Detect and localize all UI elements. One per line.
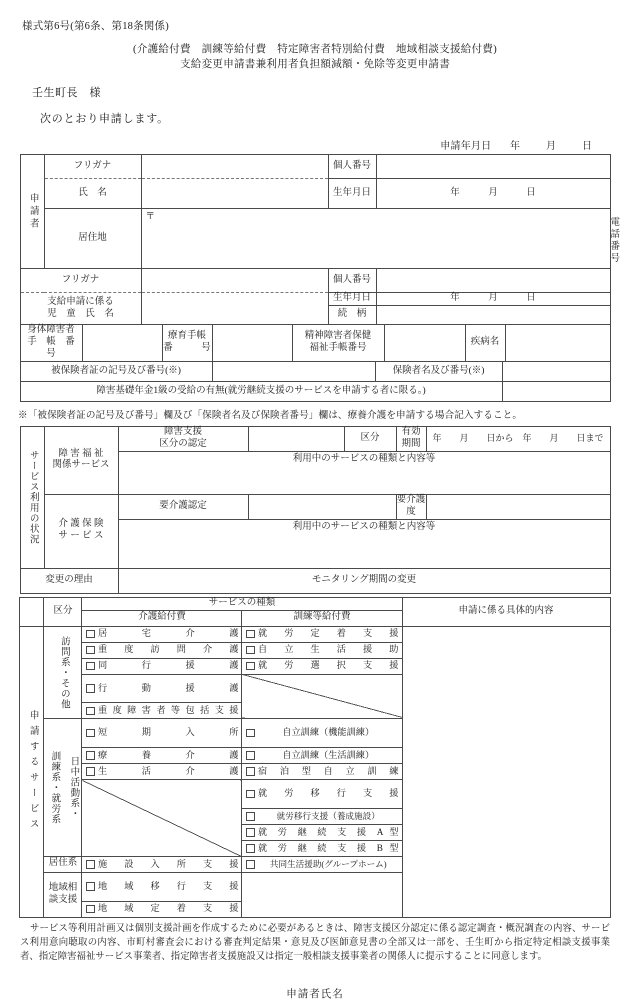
usage-status-table xyxy=(20,426,611,594)
blank-cell xyxy=(242,872,402,917)
service-checkbox-cell[interactable] xyxy=(82,642,242,658)
checkbox[interactable] xyxy=(246,828,255,837)
service-checkbox-cell[interactable] xyxy=(242,808,402,824)
checkbox[interactable] xyxy=(246,662,255,671)
child-name-label-line1: 支給申請に係る xyxy=(47,297,114,307)
intro-text: 次のとおり申請します。 xyxy=(40,113,169,126)
welfare-category-row xyxy=(20,426,610,451)
service-checkbox-cell[interactable] xyxy=(82,872,242,901)
certificates-table xyxy=(20,324,611,362)
group-label-line1: 地域相 xyxy=(48,882,78,893)
welfare-category-label xyxy=(118,426,248,451)
child-relation-label: 続 柄 xyxy=(328,306,376,325)
blank-diagonal-cell xyxy=(82,780,242,857)
postal-mark-icon: 〒 xyxy=(145,212,156,223)
disease-label: 疾病名 xyxy=(465,325,505,362)
service-label: 就 労 移 行 支 援 xyxy=(257,788,399,799)
welfare-division-label: 区分 xyxy=(344,426,396,451)
mental-certificate-value[interactable] xyxy=(384,325,465,362)
certificates-row xyxy=(20,325,610,362)
service-checkbox-cell[interactable] xyxy=(82,748,242,764)
insured-row xyxy=(20,361,610,381)
group-label-line2: 訓練系・就労系 xyxy=(49,750,60,825)
checkbox[interactable] xyxy=(86,767,95,776)
insurer-label: 保険者名及び番号(※) xyxy=(375,361,502,381)
service-label: 重度障害者等包括支援 xyxy=(97,705,239,716)
service-checkbox-cell[interactable] xyxy=(242,642,402,658)
service-checkbox-cell[interactable] xyxy=(242,780,402,809)
usage-status-section-label: サービス利用の状況 xyxy=(20,426,44,568)
service-checkbox-cell[interactable] xyxy=(242,840,402,856)
service-checkbox-cell[interactable] xyxy=(242,856,402,872)
addressee: 壬生町長 様 xyxy=(32,87,101,100)
service-checkbox-cell[interactable] xyxy=(82,856,242,872)
service-label: 居 宅 介 護 xyxy=(97,628,239,639)
care-label-line1: 介 護 保 険 xyxy=(58,519,104,530)
child-furigana-value[interactable] xyxy=(141,269,328,293)
group-label-daytime xyxy=(44,719,82,857)
applicant-name-row xyxy=(20,179,610,209)
checkbox[interactable] xyxy=(246,646,255,655)
services-detail-header: 申請に係る具体的内容 xyxy=(402,597,610,626)
change-reason-row xyxy=(20,568,610,593)
group-label-regional xyxy=(44,872,82,917)
services-header-row-1 xyxy=(20,597,610,610)
child-name-value[interactable] xyxy=(141,293,328,325)
applicant-address-value[interactable] xyxy=(141,209,610,269)
change-reason-label: 変更の理由 xyxy=(20,568,118,593)
insured-label: 被保険者証の記号及び番号(※) xyxy=(20,361,212,381)
welfare-detail-cell[interactable] xyxy=(118,451,610,494)
checkbox[interactable] xyxy=(246,630,255,639)
checkbox[interactable] xyxy=(246,860,255,869)
service-label: 就 労 継 続 支 援 B 型 xyxy=(257,842,399,853)
group-label-visit: 訪問系・その他 xyxy=(44,626,82,719)
service-label: 自立訓練（機能訓練） xyxy=(282,727,375,738)
service-label: 施 設 入 所 支 援 xyxy=(97,858,239,869)
checkbox[interactable] xyxy=(86,905,95,914)
care-certification-value[interactable] xyxy=(248,494,396,519)
checkbox[interactable] xyxy=(246,729,255,738)
pension-value[interactable] xyxy=(502,381,610,401)
service-label: 自 立 生 活 援 助 xyxy=(257,644,399,655)
care-level-label: 要介護度 xyxy=(396,494,426,519)
services-section-label: 申請するサービス xyxy=(20,626,44,917)
checkbox[interactable] xyxy=(86,860,95,869)
service-checkbox-cell[interactable] xyxy=(82,703,242,719)
service-label: 短 期 入 所 xyxy=(97,727,239,738)
rehab-certificate-label xyxy=(162,325,212,362)
physical-certificate-label xyxy=(20,325,85,362)
checkbox[interactable] xyxy=(86,751,95,760)
category-label-line1: 障害支援 xyxy=(163,427,202,438)
checkbox[interactable] xyxy=(86,662,95,671)
applicant-address-row xyxy=(20,209,610,269)
child-relation-value[interactable] xyxy=(376,306,610,325)
mental-label-line2: 福祉手帳番号 xyxy=(309,343,367,354)
service-checkbox-cell[interactable] xyxy=(82,764,242,780)
consent-paragraph: サービス等利用計画又は個別支援計画を作成するために必要があるときは、障害支援区分認定に係る認定調査・概況調査の内容、サービス利用意向聴取の内容、市町村審査会における審査判定結果・意見及び医師意見書の全部又は一部を、壬生町から指定特定相談支援事業者、指定障害福祉サービス事業者、指定障害者支援施設又は指定一般相談支援事業者の関係人に提示することに同意します。 xyxy=(20,923,610,962)
service-checkbox-cell[interactable] xyxy=(242,748,402,764)
service-checkbox-cell[interactable] xyxy=(82,626,242,642)
title-line-2: 支給変更申請書兼利用者負担額減額・免除等変更申請書 xyxy=(180,59,450,71)
checkbox[interactable] xyxy=(246,812,255,821)
applicant-name-label: 氏 名 xyxy=(44,179,141,209)
service-label: 宿 泊 型 自 立 訓 練 xyxy=(257,765,399,776)
service-checkbox-cell[interactable] xyxy=(82,719,242,748)
services-division-header: 区分 xyxy=(44,597,82,626)
checkbox[interactable] xyxy=(86,882,95,891)
care-level-value[interactable] xyxy=(426,494,610,519)
service-checkbox-cell[interactable] xyxy=(242,824,402,840)
welfare-detail-label: 利用中のサービスの種類と内容等 xyxy=(292,453,436,464)
services-table xyxy=(19,597,610,918)
applicant-table xyxy=(20,154,621,325)
service-checkbox-cell[interactable] xyxy=(82,674,242,703)
applicant-section-label: 申請者 xyxy=(20,155,44,269)
physical-label-line1: 身体障害者 xyxy=(27,325,75,336)
welfare-period-label xyxy=(396,426,426,451)
service-label: 就 労 継 続 支 援 A 型 xyxy=(257,826,399,837)
physical-certificate-value[interactable] xyxy=(82,325,162,362)
application-date-value[interactable]: 年 月 日 xyxy=(510,141,600,153)
period-label-line2: 期間 xyxy=(401,438,421,449)
applicant-birthdate-value[interactable]: 年 月 日 xyxy=(376,179,610,209)
physical-label-line2: 手 帳 番 号 xyxy=(27,337,85,360)
welfare-service-label xyxy=(44,426,118,494)
welfare-label-line2: 関係サービス xyxy=(52,460,110,471)
service-label: 就労移行支援（養成施設） xyxy=(276,810,380,821)
care-insurance-certification-row xyxy=(20,494,610,519)
child-name-label-line2: 児 童 氏 名 xyxy=(47,308,114,319)
applicant-phone-label: 電話番号 xyxy=(610,217,621,264)
service-label: 生 活 介 護 xyxy=(97,765,239,776)
checkbox[interactable] xyxy=(246,844,255,853)
title-line-1: (介護給付費 訓練等給付費 特定障害者特別給付費 地域相談支援給付費) xyxy=(133,44,497,55)
group-label-line2: 談支援 xyxy=(48,894,78,905)
welfare-category-value[interactable] xyxy=(248,426,344,451)
service-label: 地 域 定 着 支 援 xyxy=(97,903,239,914)
service-row xyxy=(20,626,610,642)
child-mynumber-boxes[interactable] xyxy=(376,269,610,293)
application-date-label: 申請年月日 xyxy=(440,141,492,153)
care-certification-label: 要介護認定 xyxy=(118,494,248,519)
care-detail-cell[interactable] xyxy=(118,519,610,568)
insurer-value[interactable] xyxy=(502,361,610,381)
applicant-furigana-row xyxy=(20,155,610,179)
welfare-period-value[interactable]: 年 月 日から 年 月 日まで xyxy=(426,426,610,451)
care-benefit-header: 介護給付費 xyxy=(82,610,242,626)
rehab-label-line1: 療育手帳 xyxy=(167,331,206,342)
services-detail-value[interactable] xyxy=(402,626,610,917)
mental-label-line1: 精神障害者保健 xyxy=(304,331,372,342)
applicant-furigana-value[interactable] xyxy=(141,155,328,179)
service-label: 同 行 援 護 xyxy=(97,660,239,671)
service-checkbox-cell[interactable] xyxy=(242,626,402,642)
form-number: 様式第6号(第6条、第18条関係) xyxy=(22,21,169,32)
category-label-line2: 区分の認定 xyxy=(159,438,207,449)
service-checkbox-cell[interactable] xyxy=(82,658,242,674)
service-label: 療 養 介 護 xyxy=(97,749,239,760)
service-label: 共同生活援助(グループホーム) xyxy=(269,858,387,869)
training-benefit-header: 訓練等給付費 xyxy=(242,610,402,626)
checkbox[interactable] xyxy=(86,729,95,738)
checkbox[interactable] xyxy=(86,684,95,693)
disease-value[interactable] xyxy=(505,325,610,362)
period-label-line1: 有効 xyxy=(401,427,421,438)
checkbox[interactable] xyxy=(246,790,255,799)
checkbox[interactable] xyxy=(246,751,255,760)
checkbox[interactable] xyxy=(86,707,95,716)
rehab-certificate-value[interactable] xyxy=(212,325,292,362)
change-reason-value[interactable]: モニタリング期間の変更 xyxy=(118,568,610,593)
service-label: 地 域 移 行 支 援 xyxy=(97,880,239,891)
group-label-residential: 居住系 xyxy=(44,856,82,872)
service-label: 就 労 定 着 支 援 xyxy=(257,628,399,639)
services-type-header: サービスの種類 xyxy=(82,597,402,610)
rehab-label-line2: 番 号 xyxy=(163,343,211,354)
child-name-birthdate-row xyxy=(20,293,610,306)
blank-diagonal-cell xyxy=(242,674,402,719)
child-furigana-label: フリガナ xyxy=(20,269,141,293)
document-title xyxy=(0,42,630,72)
applicant-address-label: 居住地 xyxy=(44,209,141,269)
pension-row xyxy=(20,381,610,401)
child-mynumber-label: 個人番号 xyxy=(328,269,376,293)
form-page xyxy=(0,18,630,1000)
application-date-row xyxy=(0,137,600,152)
welfare-label-line1: 障 害 福 祉 xyxy=(58,448,104,459)
care-insurance-label xyxy=(44,494,118,568)
service-label: 重 度 訪 問 介 護 xyxy=(97,644,239,655)
insurance-note: ※「被保険者証の記号及び番号」欄及び「保険者名及び保険者番号」欄は、療養介護を申請する場合記入すること。 xyxy=(18,409,523,421)
child-birthdate-label: 生年月日 xyxy=(328,293,376,306)
mental-certificate-label xyxy=(292,325,384,362)
service-checkbox-cell[interactable] xyxy=(242,658,402,674)
insured-value[interactable] xyxy=(212,361,375,381)
applicant-mynumber-boxes[interactable] xyxy=(376,155,610,179)
applicant-name-value[interactable] xyxy=(141,179,328,209)
child-furigana-row xyxy=(20,269,610,293)
service-label: 就 労 選 択 支 援 xyxy=(257,660,399,671)
care-detail-label: 利用中のサービスの種類と内容等 xyxy=(292,521,436,532)
applicant-mynumber-label: 個人番号 xyxy=(328,155,376,179)
checkbox[interactable] xyxy=(86,630,95,639)
pension-label: 障害基礎年金1級の受給の有無(就労継続支援のサービスを申請する者に限る。) xyxy=(20,381,502,401)
insurance-table xyxy=(20,361,611,402)
checkbox[interactable] xyxy=(86,646,95,655)
service-label: 自立訓練（生活訓練） xyxy=(282,749,375,760)
care-label-line2: サ ー ビ ス xyxy=(58,531,104,542)
child-birthdate-value[interactable]: 年 月 日 xyxy=(376,293,610,306)
signature-label: 申請者氏名 xyxy=(286,988,344,1000)
service-checkbox-cell[interactable] xyxy=(82,901,242,917)
service-checkbox-cell[interactable] xyxy=(242,719,402,748)
applicant-birthdate-label: 生年月日 xyxy=(328,179,376,209)
service-checkbox-cell[interactable] xyxy=(242,764,402,780)
child-name-label xyxy=(20,293,141,325)
checkbox[interactable] xyxy=(246,767,255,776)
applicant-furigana-label: フリガナ xyxy=(44,155,141,179)
service-label: 行 動 援 護 xyxy=(97,682,239,693)
group-label-line1: 日中活動系・ xyxy=(68,756,79,820)
